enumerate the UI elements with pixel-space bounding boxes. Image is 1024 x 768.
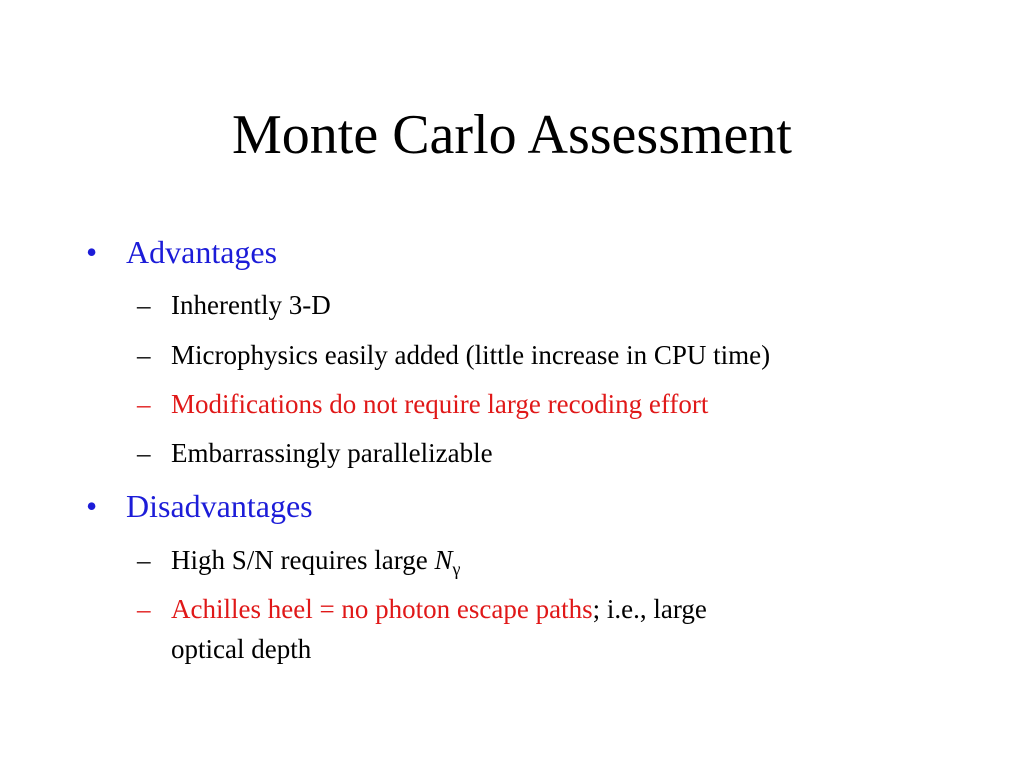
bullet-icon: • [86,234,98,270]
list-item-text-rest: ; i.e., large [592,594,707,624]
slide-title: Monte Carlo Assessment [232,104,792,166]
heading-disadvantages: Disadvantages [126,488,313,524]
math-subscript-gamma: γ [452,559,461,579]
bullet-icon: • [86,488,98,524]
list-item-text: Modifications do not require large recoding effort [171,389,709,419]
list-item-text [171,589,871,669]
heading-advantages: Advantages [126,234,278,270]
list-item-text: Embarrassingly parallelizable [171,438,493,468]
list-item-text: Inherently 3-D [171,290,331,320]
list-item-text: Microphysics easily added (little increase in CPU time) [171,340,771,370]
dash-icon: – [137,438,151,468]
list-item-text-continuation: optical depth [171,634,312,664]
list-item-text [171,540,460,589]
list-item-text-prefix: High S/N requires large [171,545,435,575]
list-item-text-highlighted: Achilles heel = no photon escape paths [171,594,593,624]
dash-icon: – [137,389,151,419]
dash-icon: – [137,290,151,320]
math-symbol-n: N [434,545,453,575]
dash-icon: – [137,594,151,624]
dash-icon: – [137,340,151,370]
dash-icon: – [137,545,151,575]
